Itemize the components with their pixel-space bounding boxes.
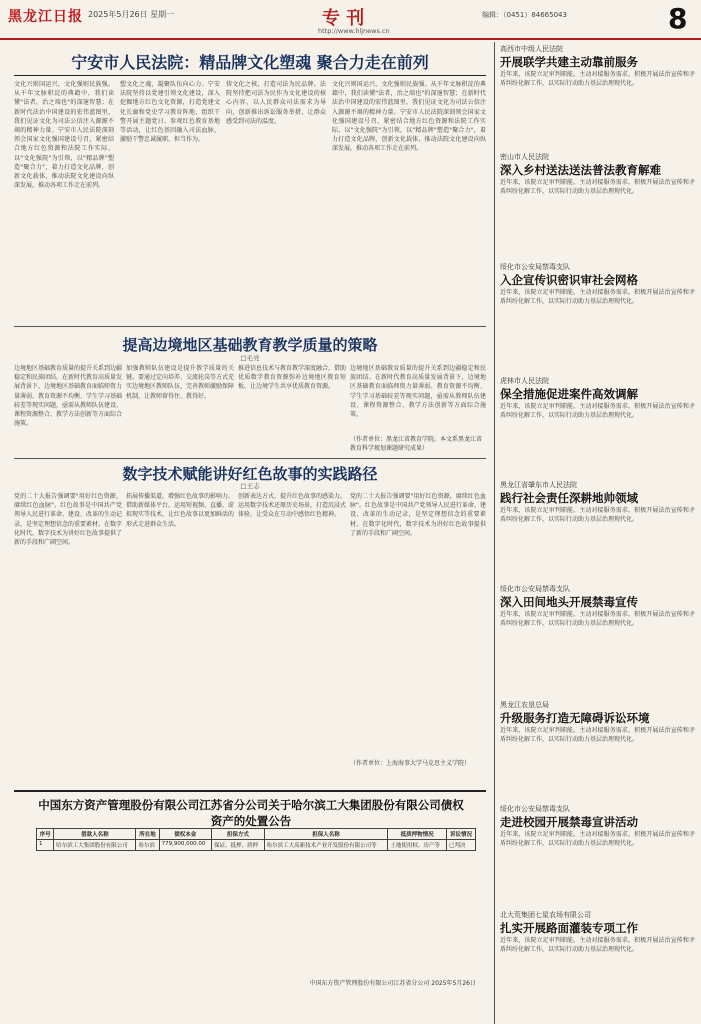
sidebar-item [500,804,695,890]
divider [14,75,486,76]
sidebar-title: 扎实开展路面灌装专项工作 [500,921,638,935]
page-number: 8 [668,2,688,35]
sidebar-body: 近年来，该院立足审判职能，主动对接服务需求，积极开展法治宣传和矛盾纠纷化解工作，以实际行动助力基层治理现代化。 [500,611,695,628]
ad-col-header: 所在地 [136,829,159,840]
sidebar-item [500,152,695,244]
sidebar-item [500,700,695,786]
section-title: 专 刊 [322,8,365,29]
article2-para: 加强教师队伍建设是提升教学质量的关键。要通过定向培养、交流轮岗等方式充实边境地区教师队伍，完善教师激励保障机制，让教师留得住、教得好。 [126,365,234,400]
table-cell: 哈尔滨工大高新技术产业开发股份有限公司等 [264,840,388,851]
sidebar-kicker: 虎林市人民法院 [500,377,549,385]
sidebar-item [500,376,695,468]
article1-para: 塑文化之魂，凝聚队伍向心力。宁安法院坚持以党建引领文化建设，深入挖掘地方红色文化资源，打造党建文化长廊和党史学习教育阵地，组织干警开展主题党日、参观红色教育基地等活动，让红色基因融入司法血脉，激励干警忠诚履职、担当作为。 [120,81,220,144]
ad-col-header: 借款人名称 [54,829,136,840]
newspaper-logo: 黑龙江日报 [8,9,83,25]
sidebar-kicker: 黑龙江农垦总局 [500,701,549,709]
ad-col-header: 序号 [37,829,54,840]
sidebar-item [500,262,695,354]
article2-para: 边境地区基础教育质量的提升关系到边疆稳定和民族团结。在新时代教育高质量发展背景下，边境地区基础教育面临师资力量薄弱、教育资源不均衡、学生学习基础较差等现实问题，亟需从教师队伍建设、课程资源整合、教学方法创新等方面综合施策。 [14,365,122,428]
sidebar-title: 开展联学共建主动靠前服务 [500,55,638,69]
sidebar-title: 保全措施促进案件高效调解 [500,387,638,401]
sidebar-kicker: 绥化市公安局禁毒支队 [500,585,570,593]
ad-col-header: 债权本金 [159,829,211,840]
editor-info: 编辑：（0451）84665043 [482,11,567,19]
divider [14,326,486,327]
ad-col-header: 诉讼情况 [446,829,475,840]
article1-para: 铸文化之核，打造司法为民品牌。法院坚持把司法为民作为文化建设的核心内容，以人民群众司法需求为导向，创新推出诉讼服务举措，让群众感受到司法的温度。 [226,81,326,125]
sidebar-item [500,910,695,1006]
sidebar-body: 近年来，该院立足审判职能，主动对接服务需求，积极开展法治宣传和矛盾纠纷化解工作，以实际行动助力基层治理现代化。 [500,71,695,88]
sidebar-item [500,480,695,566]
ad-col-header: 担保人名称 [264,829,388,840]
site-url[interactable]: http://www.hljnews.cn [318,27,390,35]
table-row [37,840,476,851]
article3-byline: □王志 [240,482,260,490]
table-cell: 779,900,000.00 [159,840,211,851]
sidebar-title: 升级服务打造无障碍诉讼环境 [500,711,650,725]
table-cell: 哈尔滨 [136,840,159,851]
sidebar-body: 近年来，该院立足审判职能，主动对接服务需求，积极开展法治宣传和矛盾纠纷化解工作，以实际行动助力基层治理现代化。 [500,507,695,524]
sidebar-body: 近年来，该院立足审判职能，主动对接服务需求，积极开展法治宣传和矛盾纠纷化解工作，以实际行动助力基层治理现代化。 [500,937,695,954]
table-cell: 1 [37,840,54,851]
table-cell: 土地使用权、房产等 [388,840,447,851]
sidebar-item [500,584,695,676]
sidebar-title: 走进校园开展禁毒宣讲活动 [500,815,638,829]
article3-para: 党的二十大报告强调要"用好红色资源，赓续红色血脉"。红色故事是中国共产党领导人民进行革命、建设、改革的生动记录，是坚定理想信念的重要素材。在数字化时代，数字技术为讲好红色故事提供了新的手段和广阔空间。 [350,493,486,537]
sidebar-title: 深入乡村送法送法普法教育解难 [500,163,661,177]
article1-para: 文化兴则国运兴，文化强则民族强。从千年文脉积淀的典籍中，我们读懂"法者，治之端也"的深邃智慧；在新时代法治中国建设的宏伟蓝图里，我们见证文化为司法公信注入源源不竭的精神力量。宁安市人民法院深刻领会国家文化强国建设号召，紧密结合地方红色资源和法院工作实际，以"文化强院"为引领，以"精品牌"塑造"聚合力"，着力打造文化品牌，创新文化载体，推动法院文化建设向纵深发展，推动各项工作走在前列。 [14,81,114,190]
article3-para: 创新表达方式，提升红色故事的感染力。运用数字技术还原历史场景，打造沉浸式体验，让受众在互动中感悟红色精神。 [238,493,346,519]
ad-col-header: 担保方式 [211,829,264,840]
sidebar-divider [494,42,495,1024]
sidebar-body: 近年来，该院立足审判职能，主动对接服务需求，积极开展法治宣传和矛盾纠纷化解工作，以实际行动助力基层治理现代化。 [500,289,695,306]
table-cell: 已判决 [446,840,475,851]
article2-byline: □毛亮 [240,354,260,362]
article2-para: 推进信息技术与教育教学深度融合，借助优质数字教育资源弥补边境地区教育短板，让边境学生共享优质教育资源。 [238,365,346,391]
sidebar-kicker: 绥化市公安局禁毒支队 [500,263,570,271]
ad-footer: 中国东方资产管理股份有限公司江苏省分公司 2025年5月26日 [309,980,476,987]
article2-author-note: （作者单位：黑龙江省教育学院。本文系黑龙江省教育科学规划课题研究成果） [350,436,483,452]
ad-title: 中国东方资产管理股份有限公司江苏省分公司关于哈尔滨工大集团股份有限公司债权资产的处置公告 [38,798,464,828]
sidebar-title: 深入田间地头开展禁毒宣传 [500,595,638,609]
sidebar-kicker: 密山市人民法院 [500,153,549,161]
article2-para: 边境地区基础教育质量的提升关系到边疆稳定和民族团结。在新时代教育高质量发展背景下，边境地区基础教育面临师资力量薄弱、教育资源不均衡、学生学习基础较差等现实问题，亟需从教师队伍建设、课程资源整合、教学方法创新等方面综合施策。 [350,365,486,419]
ad-col-header: 抵质押物情况 [388,829,447,840]
article3-para: 拓展传播渠道，增强红色故事的影响力。借助新媒体平台，运用短视频、直播、虚拟现实等技术，让红色故事以更加鲜活的形式走进群众生活。 [126,493,234,528]
table-cell: 哈尔滨工大集团股份有限公司 [54,840,136,851]
sidebar-body: 近年来，该院立足审判职能，主动对接服务需求，积极开展法治宣传和矛盾纠纷化解工作，以实际行动助力基层治理现代化。 [500,727,695,744]
sidebar-kicker: 绥化市公安局禁毒支队 [500,805,570,813]
issue-date: 2025年5月26日 星期一 [88,10,175,19]
article2-title: 提高边境地区基础教育教学质量的策略 [122,336,378,354]
article3-title: 数字技术赋能讲好红色故事的实践路径 [122,465,378,483]
sidebar-body: 近年来，该院立足审判职能，主动对接服务需求，积极开展法治宣传和矛盾纠纷化解工作，以实际行动助力基层治理现代化。 [500,831,695,848]
sidebar-kicker: 高西市中级人民法院 [500,45,563,53]
article3-author-note: （作者单位：上海海事大学马克思主义学院） [350,760,471,767]
sidebar-kicker: 北大荒集团七星农场有限公司 [500,911,591,919]
table-cell: 保证、抵押、质押 [211,840,264,851]
sidebar-title: 入企宣传识密识审社会网格 [500,273,638,287]
sidebar-body: 近年来，该院立足审判职能，主动对接服务需求，积极开展法治宣传和矛盾纠纷化解工作，以实际行动助力基层治理现代化。 [500,403,695,420]
article1-para: 文化兴则国运兴，文化强则民族强。从千年文脉积淀的典籍中，我们读懂"法者，治之端也"的深邃智慧；在新时代法治中国建设的宏伟蓝图里，我们见证文化为司法公信注入源源不竭的精神力量。宁安市人民法院深刻领会国家文化强国建设号召，紧密结合地方红色资源和法院工作实际，以"文化强院"为引领，以"精品牌"塑造"聚合力"，着力打造文化品牌，创新文化载体，推动法院文化建设向纵深发展，推动各项工作走在前列。 [332,81,486,153]
ad-divider [14,790,486,792]
article1-title: 宁安市人民法院：精品牌文化塑魂 聚合力走在前列 [71,53,429,72]
sidebar-body: 近年来，该院立足审判职能，主动对接服务需求，积极开展法治宣传和矛盾纠纷化解工作，以实际行动助力基层治理现代化。 [500,179,695,196]
article3-para: 党的二十大报告强调要"用好红色资源，赓续红色血脉"。红色故事是中国共产党领导人民进行革命、建设、改革的生动记录，是坚定理想信念的重要素材。在数字化时代，数字技术为讲好红色故事提供了新的手段和广阔空间。 [14,493,122,547]
sidebar-item [500,44,695,136]
divider [14,458,486,459]
sidebar-title: 践行社会责任深耕地帅领域 [500,491,638,505]
ad-table [36,828,476,851]
sidebar-kicker: 黑龙江省肇东市人民法院 [500,481,577,489]
